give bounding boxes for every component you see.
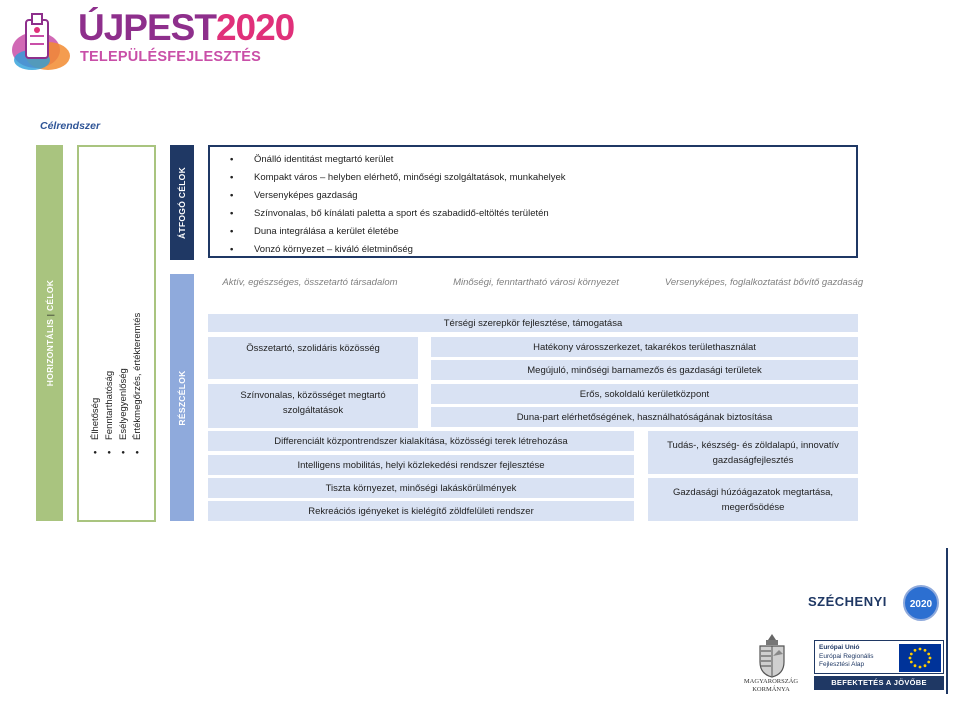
goal-cell-recreational-green: Rekreációs igényeket is kielégítő zöldfelületi rendszer (208, 501, 634, 521)
partial-goals-label: RÉSZCÉLOK (177, 369, 187, 426)
logo-title: ÚJPEST2020 (78, 7, 295, 48)
eu-flag-icon (899, 644, 941, 672)
goal-cell-cohesive-community: Összetartó, szolidáris közösség (208, 337, 418, 379)
goal-cell-renewing-areas: Megújuló, minőségi barnamezős és gazdasági területek (431, 360, 858, 380)
horizontal-goals-label: HORIZONTÁLIS | CÉLOK (44, 279, 55, 387)
overarching-goal-item: • Kompakt város – helyben elérhető, minőségi szolgáltatások, munkahelyek (230, 169, 856, 187)
goal-cell-community-services: Színvonalas, közösséget megtartó szolgáltatások (208, 384, 418, 428)
overarching-goal-item: • Önálló identitást megtartó kerület (230, 151, 856, 169)
hungarian-coat-of-arms-icon (752, 632, 792, 678)
goal-cell-innovative-economy: Tudás-, készség- és zöldalapú, innovatív gazdaságfejlesztés (648, 431, 858, 474)
goal-cell-smart-mobility: Intelligens mobilitás, helyi közlekedési rendszer fejlesztése (208, 455, 634, 475)
overarching-goals-bar (170, 145, 194, 260)
overarching-goal-item: • Duna integrálása a kerület életébe (230, 223, 856, 241)
overarching-goals-label: ÁTFOGÓ CÉLOK (177, 166, 187, 239)
overarching-goal-item: • Vonzó környezet – kiváló életminőség (230, 241, 856, 259)
castle-emblem-icon (10, 6, 74, 74)
goal-cell-regional-role: Térségi szerepkör fejlesztése, támogatása (208, 314, 858, 332)
goal-cell-clean-environment: Tiszta környezet, minőségi lakáskörülmények (208, 478, 634, 498)
footer-divider (946, 548, 948, 694)
svg-text:2020: 2020 (909, 599, 933, 610)
szechenyi-2020-logo (808, 584, 938, 622)
section-title: Célrendszer (40, 120, 101, 132)
horizontal-goals-bar (36, 145, 63, 521)
partial-goals-bar (170, 274, 194, 521)
overarching-goal-item: • Versenyképes gazdaság (230, 187, 856, 205)
government-label: MAGYARORSZÁG KORMÁNYA (743, 678, 799, 693)
column-header-society: Aktív, egészséges, összetartó társadalom (222, 277, 398, 288)
column-header-economy: Versenyképes, foglalkoztatást bővítő gazdaság (664, 277, 864, 288)
overarching-goals-box (208, 145, 858, 258)
eu-motto-banner: BEFEKTETÉS A JÖVŐBE (814, 676, 944, 690)
goal-cell-efficient-structure: Hatékony városszerkezet, takarékos területhasználat (431, 337, 858, 357)
eu-fund-text: Európai Unió Európai Regionális Fejlesztési Alap (819, 644, 874, 668)
principles-box (77, 145, 156, 522)
szechenyi-badge-icon (902, 584, 940, 622)
logo-subtitle: TELEPÜLÉSFEJLESZTÉS (80, 49, 262, 65)
principle-item: • Esélyegyenlőség (117, 214, 131, 454)
goal-cell-strong-center: Erős, sokoldalú kerületközpont (431, 384, 858, 404)
goal-cell-differentiated-centers: Differenciált központrendszer kialakítása, közösségi terek létrehozása (208, 431, 634, 451)
overarching-goal-item: • Színvonalas, bő kínálati paletta a sport és szabadidő-eltöltés területén (230, 205, 856, 223)
principle-item: • Értékmegőrzés, értékteremtés (131, 214, 145, 454)
column-header-environment: Minőségi, fenntartható városi környezet (453, 277, 619, 288)
goal-cell-key-sectors: Gazdasági húzóágazatok megtartása, megerősödése (648, 478, 858, 521)
szechenyi-text: SZÉCHENYI (808, 594, 887, 609)
goal-cell-danube-bank: Duna-part elérhetőségének, használhatóságának biztosítása (431, 407, 858, 427)
ujpest-2020-logo (10, 6, 295, 74)
principles-list (89, 214, 145, 454)
principle-item: • Fenntarthatóság (103, 214, 117, 454)
eu-fund-box (814, 640, 944, 674)
principle-item: • Élhetőség (89, 214, 103, 454)
